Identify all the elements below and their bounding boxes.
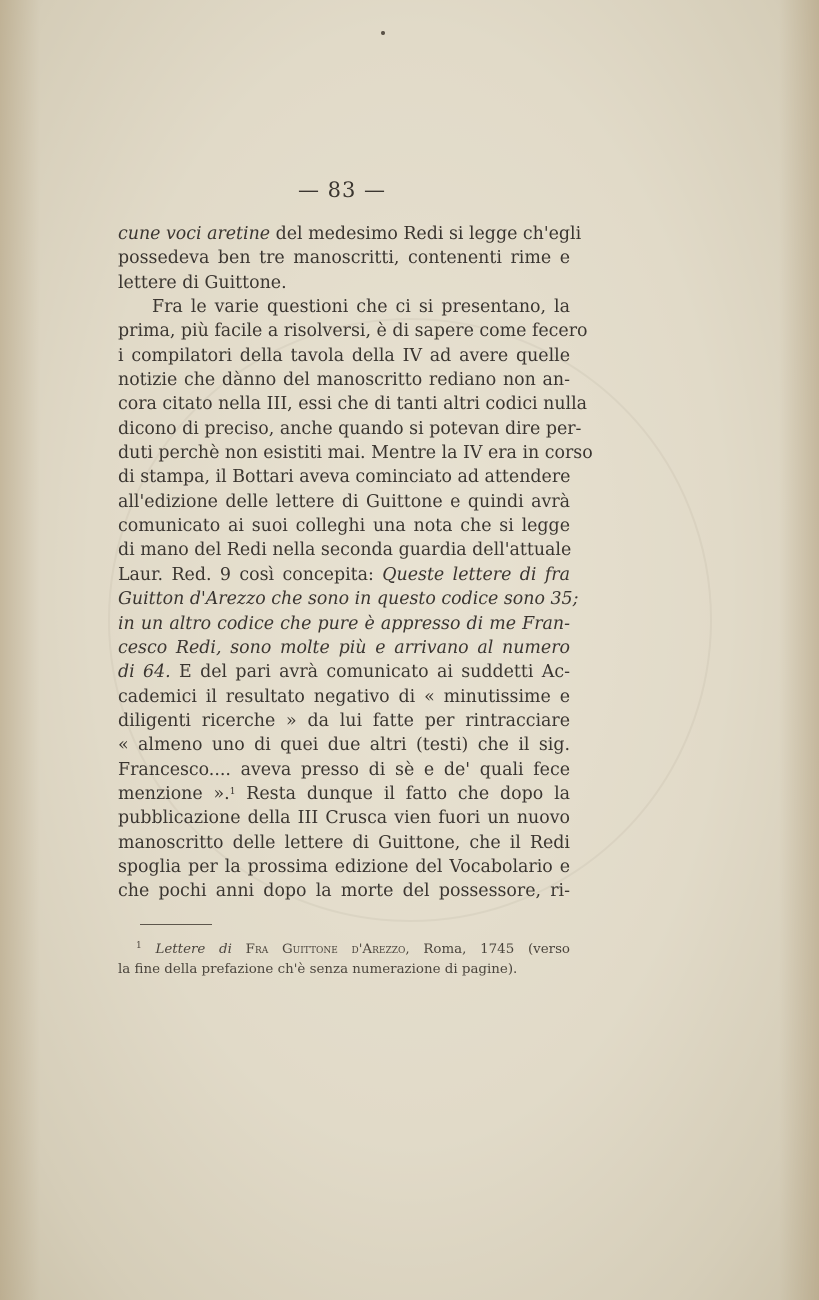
text-line: in un altro codice che pure è appresso di me Fran- bbox=[118, 613, 570, 634]
text-line: Laur. Red. 9 così concepita: Queste lettere di fra bbox=[118, 564, 570, 585]
text-line: duti perchè non esistiti mai. Mentre la IV era in corso bbox=[118, 443, 593, 464]
text-line: cune voci aretine del medesimo Redi si legge ch'egli bbox=[118, 224, 582, 244]
text-line: di 64. E del pari avrà comunicato ai suddetti Ac- bbox=[118, 662, 570, 683]
footnote-reference: 1 bbox=[229, 786, 236, 797]
footnote-marker: 1 bbox=[136, 941, 142, 951]
footnote-line: $^1$ Lettere di Fra Guittone d'Arezzo, Roma, 1745 (verso bbox=[136, 941, 570, 957]
text-line: di stampa, il Bottari aveva cominciato ad attendere bbox=[118, 467, 571, 488]
text-line: dicono di preciso, anche quando si potevan dire per- bbox=[118, 418, 582, 439]
ink-dot bbox=[381, 31, 385, 35]
page-number: — 83 — bbox=[297, 178, 387, 202]
text-line: diligenti ricerche » da lui fatte per rintracciare bbox=[118, 710, 570, 731]
text-line: all'edizione delle lettere di Guittone e quindi avrà bbox=[118, 491, 570, 512]
text-line: Francesco.... aveva presso di sè e de' quali fece bbox=[118, 759, 570, 780]
text-line: cademici il resultato negativo di « minutissime e bbox=[118, 686, 570, 707]
text-line: cora citato nella III, essi che di tanti altri codici nulla bbox=[118, 394, 588, 415]
text-line: i compilatori della tavola della IV ad avere quelle bbox=[118, 345, 570, 366]
text-line: possedeva ben tre manoscritti, contenenti rime e bbox=[118, 248, 570, 269]
text-line: prima, più facile a risolversi, è di sapere come fecero bbox=[118, 321, 588, 342]
text-line: Guitton d'Arezzo che sono in questo codice sono 35; bbox=[118, 589, 579, 610]
page-edge-shadow-right bbox=[779, 0, 819, 1300]
footnote-separator bbox=[140, 924, 212, 925]
body-text bbox=[118, 222, 593, 904]
text-line: comunicato ai suoi colleghi una nota che si legge bbox=[118, 516, 570, 537]
text-line: notizie che dànno del manoscritto rediano non an- bbox=[118, 370, 570, 391]
text-line: cesco Redi, sono molte più e arrivano al numero bbox=[118, 637, 570, 658]
text-line: « almeno uno di quei due altri (testi) che il sig. bbox=[118, 735, 570, 756]
text-line: spoglia per la prossima edizione del Vocabolario e bbox=[118, 856, 570, 877]
text-line: lettere di Guittone. bbox=[118, 272, 287, 293]
text-line: pubblicazione della III Crusca vien fuori un nuovo bbox=[118, 808, 570, 829]
text-line: di mano del Redi nella seconda guardia dell'attuale bbox=[118, 540, 572, 561]
text-line: Fra le varie questioni che ci si presentano, la bbox=[152, 297, 570, 318]
text-line: manoscritto delle lettere di Guittone, che il Redi bbox=[118, 832, 570, 853]
text-line: che pochi anni dopo la morte del possessore, ri- bbox=[118, 881, 570, 902]
footnote-line: la fine della prefazione ch'è senza numerazione di pagine). bbox=[118, 962, 518, 977]
footnotes bbox=[118, 940, 570, 980]
text-line: menzione ».$^1$ Resta dunque il fatto che dopo la bbox=[118, 783, 570, 804]
